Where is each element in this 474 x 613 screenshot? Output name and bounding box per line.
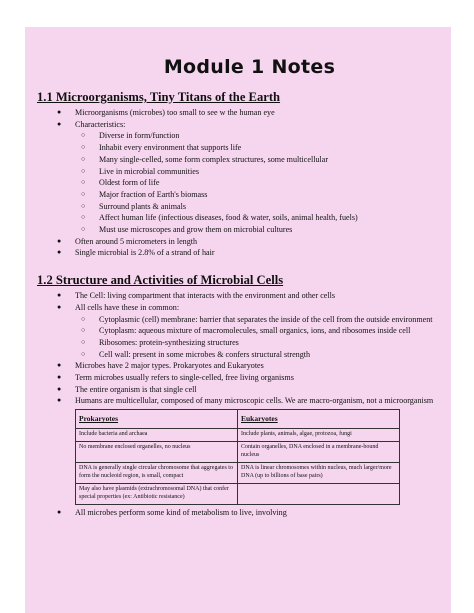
sub-list-item: ○ Inhabit every environment that supports life xyxy=(37,142,442,154)
list-item: ● All microbes perform some kind of metabolism to live, involving xyxy=(37,507,442,519)
table-row xyxy=(76,484,400,505)
table-header-prokaryotes: Prokaryotes xyxy=(76,410,238,429)
table-cell: No membrane enclosed organelles, no nucleus xyxy=(76,442,238,463)
table-cell: Contain organelles, DNA enclosed in a membrane-bound nucleus xyxy=(238,442,400,463)
notes-content xyxy=(37,56,442,519)
table-cell: DNA is generally single circular chromosome that aggregates to form the nucleoid region, is small, compact xyxy=(76,463,238,484)
table-cell: Include plants, animals, algae, protozoa, fungi xyxy=(238,428,400,442)
section-1-1-list xyxy=(37,107,442,259)
section-1-2-list xyxy=(37,290,442,407)
list-item: ● Microorganisms (microbes) too small to see w the human eye xyxy=(37,107,442,119)
sub-list-item: ○ Must use microscopes and grow them on microbial cultures xyxy=(37,224,442,236)
table-header-row xyxy=(76,410,400,429)
table-row xyxy=(76,428,400,442)
sub-list-item: ○ Oldest form of life xyxy=(37,177,442,189)
sub-list-item: ○ Many single-celled, some form complex structures, some multicellular xyxy=(37,154,442,166)
table-header-eukaryotes: Eukaryotes xyxy=(238,410,400,429)
sub-list-item: ○ Cytoplasm: aqueous mixture of macromolecules, small organics, ions, and ribosomes inside cell xyxy=(37,325,442,337)
table-row xyxy=(76,442,400,463)
sub-list-item: ○ Live in microbial communities xyxy=(37,166,442,178)
section-heading-1-1: 1.1 Microorganisms, Tiny Titans of the Earth xyxy=(37,90,281,104)
comparison-table xyxy=(75,409,400,505)
table-cell: May also have plasmids (extrachromosomal DNA) that confer special properties (ex: Antibiotic resistance) xyxy=(76,484,238,505)
list-item: ● The entire organism is that single cell xyxy=(37,384,442,396)
table-cell: DNA is linear chromosomes within nucleus, much larger/more DNA (up to billions of base pairs) xyxy=(238,463,400,484)
list-item: ● Term microbes usually refers to single-celled, free living organisms xyxy=(37,372,442,384)
section-heading-1-2: 1.2 Structure and Activities of Microbial Cells xyxy=(37,273,284,288)
page-title: Module 1 Notes xyxy=(163,56,336,78)
sub-list-item: ○ Major fraction of Earth's biomass xyxy=(37,189,442,201)
table-cell xyxy=(238,484,400,505)
sub-list-item: ○ Affect human life (infectious diseases, food & water, soils, animal health, fuels) xyxy=(37,212,442,224)
sub-list-item: ○ Ribosomes: protein-synthesizing structures xyxy=(37,337,442,349)
list-item: ● All cells have these in common: xyxy=(37,302,442,314)
table-row xyxy=(76,463,400,484)
sub-list-item: ○ Surround plants & animals xyxy=(37,201,442,213)
sub-list-item: ○ Cytoplasmic (cell) membrane: barrier that separates the inside of the cell from the outside environment xyxy=(37,314,442,326)
list-item: ● Single microbial is 2.8% of a strand of hair xyxy=(37,247,442,259)
list-item: ● Microbes have 2 major types. Prokaryotes and Eukaryotes xyxy=(37,360,442,372)
list-item: ● Often around 5 micrometers in length xyxy=(37,236,442,248)
list-item: ● Humans are multicellular, composed of many microscopic cells. We are macro-organism, not a microorganism xyxy=(37,395,442,407)
list-item: ● The Cell: living compartment that interacts with the environment and other cells xyxy=(37,290,442,302)
list-item: ● Characteristics: xyxy=(37,119,442,131)
sub-list-item: ○ Cell wall: present in some microbes & confers structural strength xyxy=(37,349,442,361)
sub-list-item: ○ Diverse in form/function xyxy=(37,130,442,142)
section-1-2-list-continued xyxy=(37,507,442,519)
table-cell: Include bacteria and archaea xyxy=(76,428,238,442)
